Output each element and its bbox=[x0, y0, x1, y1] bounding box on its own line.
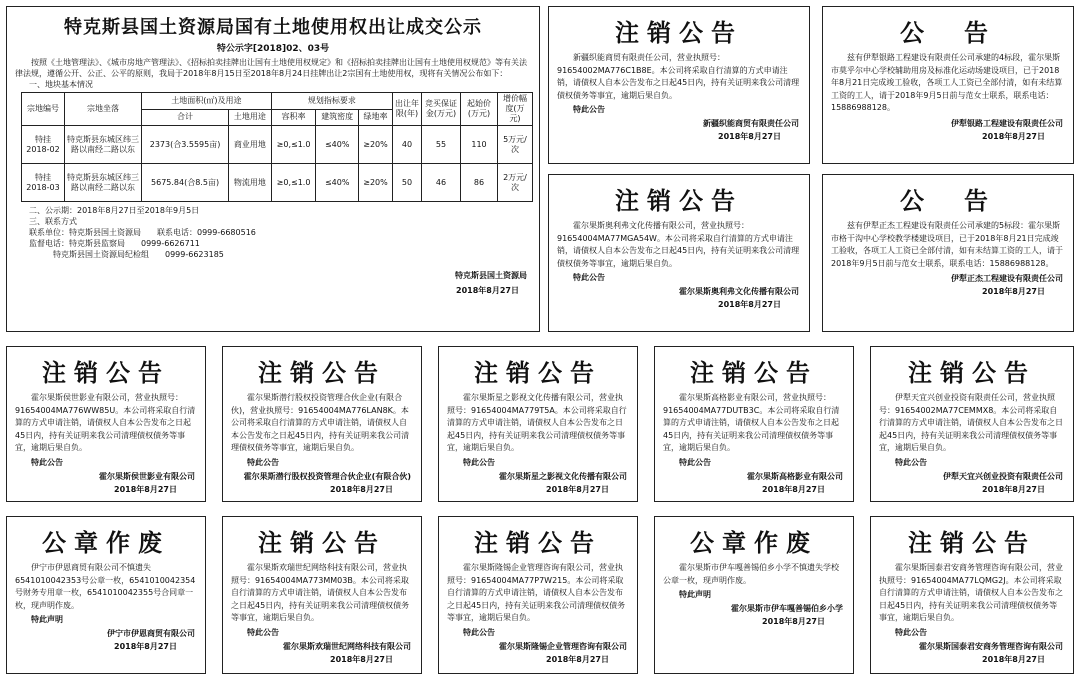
cell-use: 物流用地 bbox=[229, 164, 272, 202]
ad-date: 2018年8月27日 bbox=[546, 484, 609, 494]
ad-note: 特此公告 bbox=[463, 457, 495, 467]
ad-signature: 伊犁正杰工程建设有限责任公司 bbox=[951, 274, 1063, 283]
cell-density: ≤40% bbox=[316, 126, 359, 164]
ad-date: 2018年8月27日 bbox=[982, 287, 1045, 296]
land-transfer-notice bbox=[6, 6, 540, 332]
ad-title: 注销公告 bbox=[615, 18, 743, 47]
parcel-table bbox=[21, 92, 533, 202]
ad-note: 特此公告 bbox=[463, 627, 495, 637]
ad-signature: 霍尔果斯欢瑞世纪网络科技有限公司 bbox=[283, 641, 411, 651]
ad-body: 霍尔果斯市伊车嘎善锡伯乡小学不慎遗失学校公章一枚，现声明作废。 bbox=[663, 563, 839, 585]
ad-note: 特此公告 bbox=[247, 457, 279, 467]
ad-signature: 伊犁银路工程建设有限责任公司 bbox=[951, 118, 1063, 128]
ad-title: 注销公告 bbox=[615, 186, 743, 215]
ad-signature: 新疆织能商贸有限责任公司 bbox=[703, 119, 799, 128]
cell-green: ≥20% bbox=[359, 126, 393, 164]
contact-line: 监督电话：特克斯县监察局 0999-6626711 bbox=[29, 239, 200, 248]
ad-box bbox=[822, 174, 1074, 332]
section-heading: 三、联系方式 bbox=[29, 217, 77, 226]
ad-title: 注销公告 bbox=[474, 358, 602, 387]
cell-parcel-no: 特挂2018-03 bbox=[22, 164, 65, 202]
header-cell: 出让年限(年) bbox=[393, 93, 422, 126]
ad-body: 伊宁市伊恩商贸有限公司不慎遗失6541010042353号公章一枚，6541010042354号财务专用章一枚，6541010042355号合同章一枚，现声明作废。 bbox=[15, 563, 196, 610]
ad-signature: 霍尔果斯侯世影业有限公司 bbox=[99, 471, 195, 481]
cell-years: 50 bbox=[393, 164, 422, 202]
ad-box bbox=[870, 346, 1074, 502]
cell-green: ≥20% bbox=[359, 164, 393, 202]
section-heading: 一、地块基本情况 bbox=[29, 80, 93, 89]
ad-signature: 伊宁市伊恩商贸有限公司 bbox=[107, 629, 195, 638]
ad-date: 2018年8月27日 bbox=[762, 617, 825, 626]
ad-box bbox=[222, 516, 422, 674]
ad-body: 兹有伊犁正杰工程建设有限责任公司承建的5标段：霍尔果斯市格干沟中心学校教学楼建设项目，已于2018年8月21日完成竣工验收，各项工人工资已全部付清，如有未结算工资的工人，请于2018年9月5日前与范女士联系，联系电话：15886988128。 bbox=[831, 221, 1063, 268]
header-cell: 合计 bbox=[142, 109, 229, 126]
notice-date: 2018年8月27日 bbox=[456, 286, 519, 295]
ad-date: 2018年8月27日 bbox=[762, 484, 825, 494]
cell-location: 特克斯县东城区纬三路以南经二路以东 bbox=[65, 164, 142, 202]
ad-signature: 霍尔果斯星之影视文化传播有限公司 bbox=[499, 471, 627, 481]
ad-body: 霍尔果斯侯世影业有限公司，营业执照号：91654004MA776WW85U。本公司将采取自行清算的方式申请注销，请债权人自本公告发布之日起45日内，持有关证明来我公司清理债权债务等事宜，逾期后果自负。 bbox=[15, 393, 196, 452]
ad-date: 2018年8月27日 bbox=[982, 654, 1045, 664]
ad-box bbox=[438, 516, 638, 674]
ad-box bbox=[822, 6, 1074, 164]
ad-box bbox=[548, 174, 810, 332]
ad-box bbox=[548, 6, 810, 164]
cell-far: ≥0,≤1.0 bbox=[271, 164, 316, 202]
ad-body: 霍尔果斯国泰君安商务管理咨询有限公司，营业执照号：91654004MA77LQMG2J。本公司将采取自行清算的方式申请注销，请债权人自本公告发布之日起45日内，持有关证明来我公司清理债权债务等事宜，逾期后果自负。 bbox=[879, 563, 1063, 622]
ad-body: 兹有伊犁银路工程建设有限责任公司承建的4标段，霍尔果斯市莫乎尔中心学校辅助用房及标准化运动场建设项目，已于2018年8月21日完成竣工验收，各项工人工资已全部付清，如有未结算工资的工人，请于2018年9月5日前与范女士联系，联系电话：15886988128。 bbox=[831, 53, 1063, 112]
ad-note: 特此声明 bbox=[31, 615, 63, 624]
ad-box bbox=[222, 346, 422, 502]
header-cell: 土地面积(㎡)及用途 bbox=[142, 93, 272, 110]
cell-parcel-no: 特挂2018-02 bbox=[22, 126, 65, 164]
notice-subtitle: 特公示字[2018]02、03号 bbox=[216, 44, 330, 54]
ad-note: 特此公告 bbox=[247, 627, 279, 637]
cell-deposit: 46 bbox=[422, 164, 461, 202]
header-cell: 竞买保证金(万元) bbox=[422, 93, 461, 126]
ad-box bbox=[6, 346, 206, 502]
cell-location: 特克斯县东城区纬三路以南经二路以东 bbox=[65, 126, 142, 164]
header-cell: 宗地坐落 bbox=[65, 93, 142, 126]
ad-title: 注销公告 bbox=[690, 358, 818, 387]
ad-body: 霍尔果斯星之影视文化传播有限公司，营业执照号：91654004MA779T5A。本公司将采取自行清算的方式申请注销，请债权人自本公告发布之日起45日内，持有关证明来我公司清理债权债务等事宜，逾期后果自负。 bbox=[447, 393, 627, 452]
ad-title: 公章作废 bbox=[42, 528, 170, 557]
contact-line: 特克斯县国土资源局纪检组 0999-6623185 bbox=[53, 250, 224, 259]
ad-box bbox=[6, 516, 206, 674]
ad-body: 霍尔果斯潜行股权投资管理合伙企业(有限合伙)，营业执照号：91654004MA776LAN8K。本公司将采取自行清算的方式申请注销，请债权人自本公告发布之日起45日内，持有关证明来我公司清理债权债务等事宜，逾期后果自负。 bbox=[231, 393, 410, 452]
ad-body: 新疆织能商贸有限责任公司，营业执照号：91654002MA776C1B8E。本公司将采取自行清算的方式申请注销，请债权人自本公告发布之日起45日内，持有关证明来我公司清理债权债务等事宜，逾期后果自负。 bbox=[557, 53, 800, 100]
notice-title: 特克斯县国土资源局国有土地使用权出让成交公示 bbox=[64, 17, 482, 38]
ad-title: 注销公告 bbox=[42, 358, 170, 387]
contact-line: 联系单位：特克斯县国土资源局 联系电话：0999-6680516 bbox=[29, 228, 256, 237]
ad-signature: 伊犁天宜兴创业投资有限责任公司 bbox=[943, 471, 1063, 481]
ad-box bbox=[654, 346, 854, 502]
ad-note: 特此公告 bbox=[679, 457, 711, 467]
ad-box bbox=[654, 516, 854, 674]
ad-title: 公章作废 bbox=[690, 528, 818, 557]
ad-signature: 霍尔果斯奥利弗文化传播有限公司 bbox=[679, 287, 799, 296]
ad-note: 特此公告 bbox=[573, 273, 605, 282]
cell-start-price: 110 bbox=[461, 126, 498, 164]
notice-signature: 特克斯县国土资源局 bbox=[455, 271, 527, 280]
ad-date: 2018年8月27日 bbox=[114, 642, 177, 651]
ad-date: 2018年8月27日 bbox=[330, 484, 393, 494]
cell-increment: 2万元/次 bbox=[498, 164, 533, 202]
header-cell: 土地用途 bbox=[229, 109, 272, 126]
ad-box bbox=[438, 346, 638, 502]
ad-signature: 霍尔果斯高格影业有限公司 bbox=[747, 471, 843, 481]
ad-note: 特此公告 bbox=[895, 627, 927, 637]
ad-title: 注销公告 bbox=[258, 528, 386, 557]
ad-title: 公 告 bbox=[900, 186, 996, 215]
ad-title: 公 告 bbox=[900, 18, 996, 47]
ad-signature: 霍尔果斯国泰君安商务管理咨询有限公司 bbox=[919, 641, 1063, 651]
cell-area: 5675.84(合8.5亩) bbox=[142, 164, 229, 202]
ad-note: 特此公告 bbox=[895, 457, 927, 467]
header-cell: 宗地编号 bbox=[22, 93, 65, 126]
header-cell: 起始价(万元) bbox=[461, 93, 498, 126]
cell-start-price: 86 bbox=[461, 164, 498, 202]
cell-deposit: 55 bbox=[422, 126, 461, 164]
ad-note: 特此声明 bbox=[679, 590, 711, 599]
cell-density: ≤40% bbox=[316, 164, 359, 202]
ad-date: 2018年8月27日 bbox=[330, 654, 393, 664]
publicity-period: 二、公示期：2018年8月27日至2018年9月5日 bbox=[29, 206, 200, 215]
header-cell: 建筑密度 bbox=[316, 109, 359, 126]
ad-body: 霍尔果斯隆锡企业管理咨询有限公司，营业执照号：91654004MA77P7W215。本公司将采取自行清算的方式申请注销，请债权人自本公告发布之日起45日内，持有关证明来我公司清理债权债务等事宜，逾期后果自负。 bbox=[447, 563, 626, 622]
ad-title: 注销公告 bbox=[908, 358, 1036, 387]
ad-signature: 霍尔果斯隆锡企业管理咨询有限公司 bbox=[499, 641, 627, 651]
cell-area: 2373(合3.5595亩) bbox=[142, 126, 229, 164]
notice-intro: 按照《土地管理法》、《城市房地产管理法》、《招标拍卖挂牌出让国有土地使用权规定》和《招标拍卖挂牌出让国有土地使用权规范》等有关法律法规，遵循公开、公正、公平的原则，我局于2018年8月15日至2018年8月24日挂牌出让2宗国有土地使用权，现将有关情况公布如下： bbox=[15, 58, 527, 78]
ad-title: 注销公告 bbox=[474, 528, 602, 557]
table-row bbox=[22, 126, 533, 164]
table-row bbox=[22, 164, 533, 202]
ad-body: 霍尔果斯奥利弗文化传播有限公司，营业执照号：91654004MA77MGA54W。本公司将采取自行清算的方式申请注销，请债权人自本公告发布之日起45日内，持有关证明来我公司清理债权债务等事宜，逾期后果自负。 bbox=[557, 221, 800, 268]
header-cell: 增价幅度(万元) bbox=[498, 93, 533, 126]
ad-date: 2018年8月27日 bbox=[982, 484, 1045, 494]
ad-signature: 霍尔果斯市伊车嘎善锡伯乡小学 bbox=[731, 604, 843, 613]
header-cell: 规划指标要求 bbox=[271, 93, 392, 110]
ad-body: 霍尔果斯高格影业有限公司，营业执照号：91654004MA77DUTB3C。本公司将采取自行清算的方式申请注销，请债权人自本公告发布之日起45日内，持有关证明来我公司清理债权债务等事宜，逾期后果自负。 bbox=[663, 393, 840, 452]
ad-date: 2018年8月27日 bbox=[546, 654, 609, 664]
ad-date: 2018年8月27日 bbox=[114, 484, 177, 494]
cell-years: 40 bbox=[393, 126, 422, 164]
header-cell: 容积率 bbox=[271, 109, 316, 126]
ad-body: 伊犁天宜兴创业投资有限责任公司，营业执照号：91654002MA77CEMMX8。本公司将采取自行清算的方式申请注销，请债权人自本公告发布之日起45日内，持有关证明来我公司清理债权债务等事宜，逾期后果自负。 bbox=[879, 393, 1063, 452]
ad-signature: 霍尔果斯潜行股权投资管理合伙企业(有限合伙) bbox=[243, 471, 411, 481]
cell-increment: 5万元/次 bbox=[498, 126, 533, 164]
header-cell: 绿地率 bbox=[359, 109, 393, 126]
ad-note: 特此公告 bbox=[31, 457, 63, 467]
ad-title: 注销公告 bbox=[908, 528, 1036, 557]
cell-use: 商业用地 bbox=[229, 126, 272, 164]
ad-date: 2018年8月27日 bbox=[718, 300, 781, 309]
ad-title: 注销公告 bbox=[258, 358, 386, 387]
cell-far: ≥0,≤1.0 bbox=[271, 126, 316, 164]
ad-date: 2018年8月27日 bbox=[718, 132, 781, 141]
ad-note: 特此公告 bbox=[573, 105, 605, 114]
ad-box bbox=[870, 516, 1074, 674]
ad-date: 2018年8月27日 bbox=[982, 131, 1045, 141]
ad-body: 霍尔果斯欢瑞世纪网络科技有限公司，营业执照号：91654004MA773MM03B。本公司将采取自行清算的方式申请注销，请债权人自本公告发布之日起45日内，持有关证明来我公司清理债权债务等事宜，逾期后果自负。 bbox=[231, 563, 410, 622]
